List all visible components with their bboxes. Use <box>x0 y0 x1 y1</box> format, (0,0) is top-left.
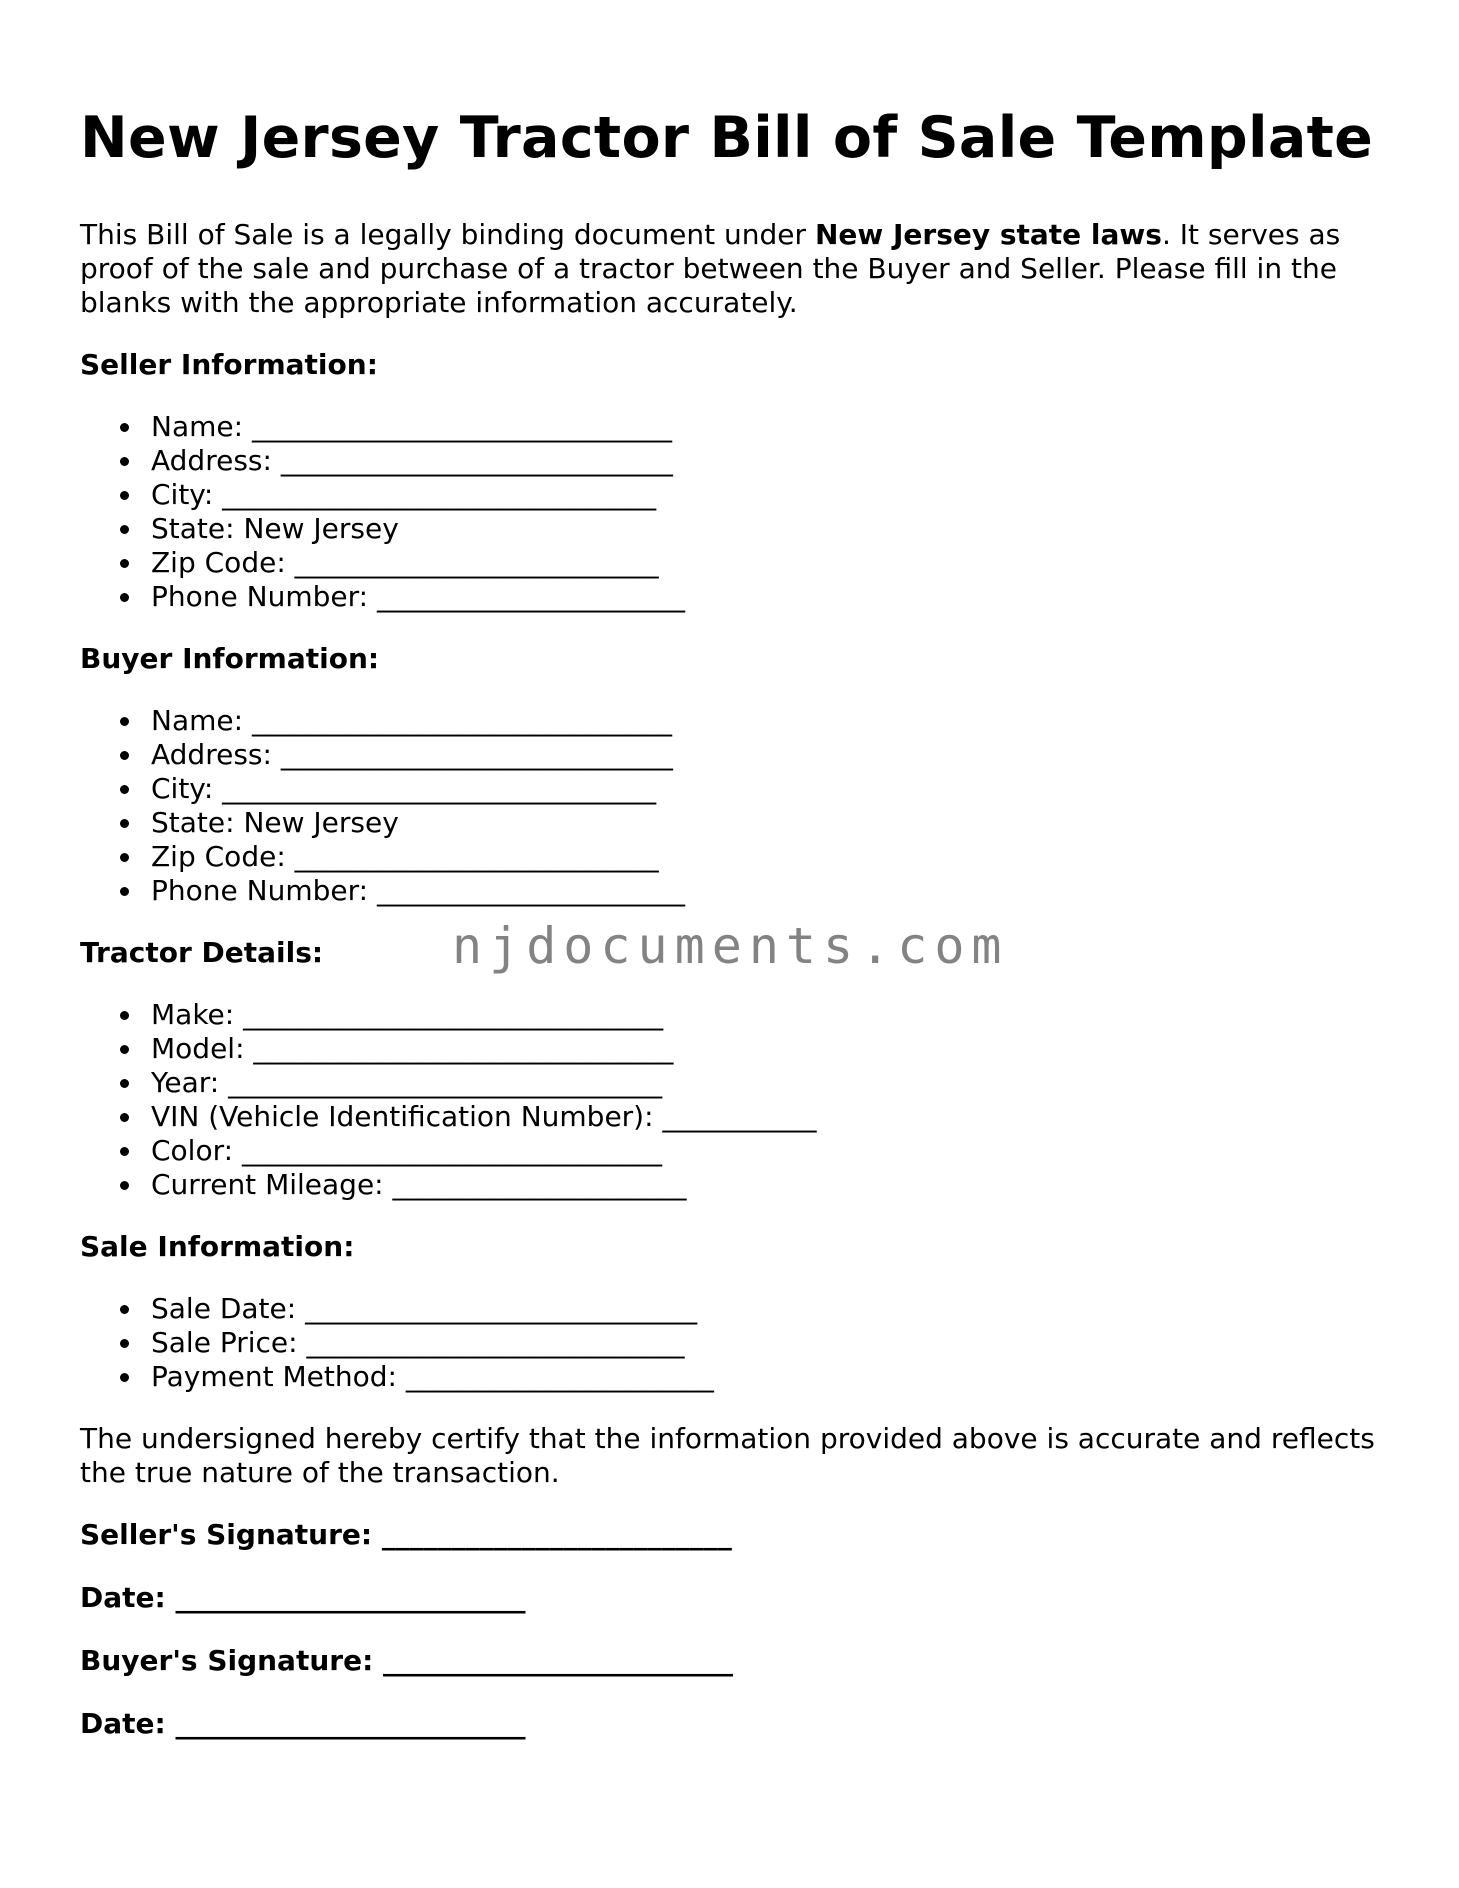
buyer-phone-field: Phone Number: ______________________ <box>151 874 685 907</box>
list-item <box>80 512 1380 546</box>
bullet-icon <box>120 1181 129 1190</box>
tractor-color-field: Color: ______________________________ <box>151 1134 662 1167</box>
list-item <box>80 1032 1380 1066</box>
list-item <box>80 772 1380 806</box>
tractor-fields-list <box>80 998 1380 1202</box>
seller-phone-field: Phone Number: ______________________ <box>151 580 685 613</box>
bullet-icon <box>120 785 129 794</box>
list-item <box>80 1360 1380 1394</box>
sale-date-field: Sale Date: ____________________________ <box>151 1292 698 1325</box>
bullet-icon <box>120 1339 129 1348</box>
bullet-icon <box>120 1373 129 1382</box>
list-item <box>80 998 1380 1032</box>
list-item <box>80 1168 1380 1202</box>
tractor-make-field: Make: ______________________________ <box>151 998 664 1031</box>
sale-heading: Sale Information: <box>80 1230 355 1263</box>
intro-bold-text: New Jersey state laws <box>814 218 1162 251</box>
list-item <box>80 478 1380 512</box>
seller-city-field: City: _______________________________ <box>151 478 657 511</box>
sale-fields-list <box>80 1292 1380 1394</box>
buyer-fields-list <box>80 704 1380 908</box>
buyer-state-field: State: New Jersey <box>151 806 399 839</box>
list-item <box>80 806 1380 840</box>
seller-address-field: Address: ____________________________ <box>151 444 673 477</box>
seller-name-field: Name: ______________________________ <box>151 410 672 443</box>
bullet-icon <box>120 559 129 568</box>
bullet-icon <box>120 751 129 760</box>
buyer-city-field: City: _______________________________ <box>151 772 657 805</box>
list-item <box>80 704 1380 738</box>
list-item <box>80 1066 1380 1100</box>
bullet-icon <box>120 525 129 534</box>
buyer-zip-field: Zip Code: __________________________ <box>151 840 659 873</box>
tractor-mileage-field: Current Mileage: _____________________ <box>151 1168 687 1201</box>
seller-date-line: Date: _________________________ <box>80 1581 526 1614</box>
tractor-model-field: Model: ______________________________ <box>151 1032 674 1065</box>
list-item <box>80 410 1380 444</box>
tractor-year-field: Year: _______________________________ <box>151 1066 663 1099</box>
buyer-name-field: Name: ______________________________ <box>151 704 672 737</box>
seller-fields-list <box>80 410 1380 614</box>
list-item <box>80 1100 1380 1134</box>
bullet-icon <box>120 819 129 828</box>
bullet-icon <box>120 1011 129 1020</box>
list-item <box>80 546 1380 580</box>
list-item <box>80 840 1380 874</box>
payment-method-field: Payment Method: ______________________ <box>151 1360 714 1393</box>
watermark-text: njdocuments.com <box>452 917 1009 975</box>
intro-text-start: This Bill of Sale is a legally binding document under <box>80 218 815 251</box>
list-item <box>80 580 1380 614</box>
list-item <box>80 444 1380 478</box>
bullet-icon <box>120 1305 129 1314</box>
seller-heading: Seller Information: <box>80 348 378 381</box>
bullet-icon <box>120 1147 129 1156</box>
bullet-icon <box>120 1045 129 1054</box>
buyer-date-line: Date: _________________________ <box>80 1707 526 1740</box>
certification-paragraph: The undersigned hereby certify that the information provided above is accurate and reflects the true nature of the transaction. <box>80 1422 1375 1489</box>
seller-zip-field: Zip Code: __________________________ <box>151 546 659 579</box>
document-title: New Jersey Tractor Bill of Sale Template <box>80 105 1374 171</box>
list-item <box>80 1292 1380 1326</box>
buyer-heading: Buyer Information: <box>80 642 380 675</box>
bullet-icon <box>120 1113 129 1122</box>
seller-signature-line: Seller's Signature: _________________________ <box>80 1518 732 1551</box>
tractor-heading: Tractor Details: <box>80 936 324 969</box>
bullet-icon <box>120 717 129 726</box>
seller-state-field: State: New Jersey <box>151 512 399 545</box>
bullet-icon <box>120 1079 129 1088</box>
buyer-address-field: Address: ____________________________ <box>151 738 673 771</box>
list-item <box>80 874 1380 908</box>
list-item <box>80 1134 1380 1168</box>
sale-price-field: Sale Price: ___________________________ <box>151 1326 685 1359</box>
list-item <box>80 738 1380 772</box>
bullet-icon <box>120 593 129 602</box>
bullet-icon <box>120 457 129 466</box>
intro-text-end: . It serves as proof of the sale and purchase of a tractor between the Buyer and Seller. Please fill in the blanks with the appropriate information accurately. <box>80 218 1341 319</box>
buyer-signature-line: Buyer's Signature: _________________________ <box>80 1644 734 1677</box>
list-item <box>80 1326 1380 1360</box>
tractor-vin-field: VIN (Vehicle Identification Number): ___________ <box>151 1100 817 1133</box>
bullet-icon <box>120 887 129 896</box>
intro-paragraph <box>80 218 1380 320</box>
bullet-icon <box>120 423 129 432</box>
bullet-icon <box>120 491 129 500</box>
bullet-icon <box>120 853 129 862</box>
